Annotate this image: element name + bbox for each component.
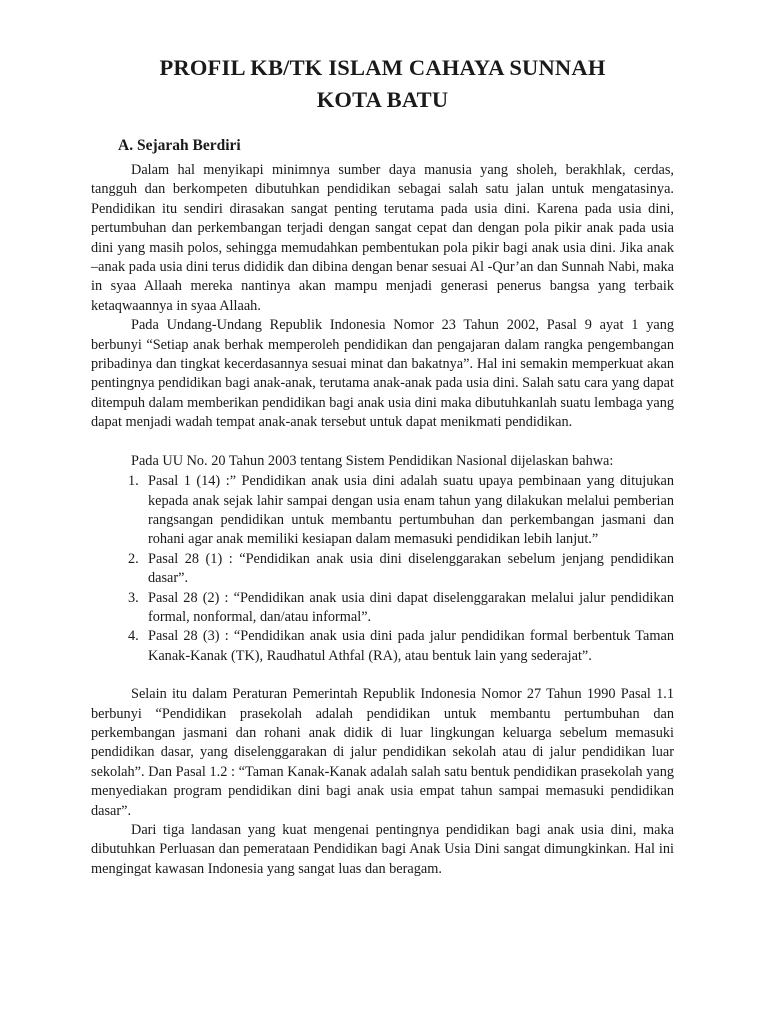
title-line-1: PROFIL KB/TK ISLAM CAHAYA SUNNAH [159, 55, 606, 80]
paragraph-4: Dari tiga landasan yang kuat mengenai pentingnya pendidikan bagi anak usia dini, maka dibutuhkan Perluasan dan pemerataan Pendidikan bagi Anak Usia Dini sangat dimungkinkan. Hal ini mengingat kawasan Indonesia yang sangat luas dan beragam. [91, 822, 674, 877]
paragraph-1: Dalam hal menyikapi minimnya sumber daya manusia yang sholeh, berakhlak, cerdas, tangguh dan berkompeten dibutuhkan pendidikan sebagai salah satu jalan untuk mengatasinya. Pendidikan itu sendiri dirasakan sangat penting terutama pada usia dini. Karena pada usia dini, pertumbuhan dan perkembangan terjadi dengan sangat cepat dan dengan pola pikir anak pada usia dini yang masih polos, sehingga memudahkan pembentukan pola pikir bagi anak usia dini. Jika anak –anak pada usia dini terus dididik dan dibina dengan benar sesuai Al -Qur’an dan Sunnah Nabi, maka in syaa Allaah mereka nantinya akan mampu menjadi generasi penerus bangsa yang terbaik ketaqwaannya in syaa Allaah. [91, 162, 674, 314]
list-number: 4. [128, 628, 139, 645]
list-text: Pasal 28 (3) : “Pendidikan anak usia dini pada jalur pendidikan formal berbentuk Taman Kanak-Kanak (TK), Raudhatul Athfal (RA), atau bentuk lain yang sederajat”. [148, 628, 674, 664]
section-heading: A. Sejarah Berdiri [118, 137, 241, 154]
title-line-2: KOTA BATU [316, 87, 449, 112]
list-text: Pasal 28 (1) : “Pendidikan anak usia dini diselenggarakan sebelum jenjang pendidikan dasar”. [148, 550, 674, 587]
list-item [91, 589, 674, 628]
list-item [91, 472, 674, 550]
list-item [91, 627, 674, 666]
list-number: 3. [128, 589, 139, 606]
list-intro: Pada UU No. 20 Tahun 2003 tentang Sistem Pendidikan Nasional dijelaskan bahwa: [131, 452, 614, 469]
list-item [91, 550, 674, 589]
list-text: Pasal 1 (14) :” Pendidikan anak usia dini adalah suatu upaya pembinaan yang ditujukan kepada anak sejak lahir sampai dengan usia enam tahun yang dilakukan melalui pemberian rangsangan pendidikan untuk membantu pertumbuhan dan perkembangan jasmani dan rohani agar anak memiliki kesiapan dalam memasuki pendidikan lebih lanjut.” [148, 473, 674, 548]
list-number: 1. [128, 473, 139, 490]
list-text: Pasal 28 (2) : “Pendidikan anak usia dini dapat diselenggarakan melalui jalur pendidikan formal, nonformal, dan/atau informal”. [148, 589, 674, 625]
paragraph-3: Selain itu dalam Peraturan Pemerintah Republik Indonesia Nomor 27 Tahun 1990 Pasal 1.1 berbunyi “Pendidikan prasekolah adalah pendidikan untuk membantu pertumbuhan dan perkembangan jasmani dan rohani anak didik di luar lingkungan keluarga sebelum memasuki pendidikan dasar, yang diselenggarakan di jalur pendidikan sekolah atau di jalur pendidikan luar sekolah”. Dan Pasal 1.2 : “Taman Kanak-Kanak adalah salah satu bentuk pendidikan prasekolah yang menyediakan program pendidikan dini bagi anak usia empat tahun sampai memasuki pendidikan dasar”. [91, 686, 674, 819]
pasal-list [91, 472, 674, 666]
document-title [91, 52, 674, 116]
list-number: 2. [128, 550, 139, 567]
paragraph-2: Pada Undang-Undang Republik Indonesia Nomor 23 Tahun 2002, Pasal 9 ayat 1 yang berbunyi “Setiap anak berhak memperoleh pendidikan dan pengajaran dalam rangka pengembangan pribadinya dan tingkat kecerdasannya sesuai minat dan bakatnya”. Hal ini semakin memperkuat akan pentingnya pendidikan bagi anak-anak, terutama anak-anak pada usia dini. Salah satu cara yang dapat ditempuh dalam memberikan pendidikan bagi anak usia dini maka dibutuhkanlah suatu lembaga yang dapat menjadi wadah tempat anak-anak tersebut untuk dapat menikmati pendidikan. [91, 317, 674, 431]
